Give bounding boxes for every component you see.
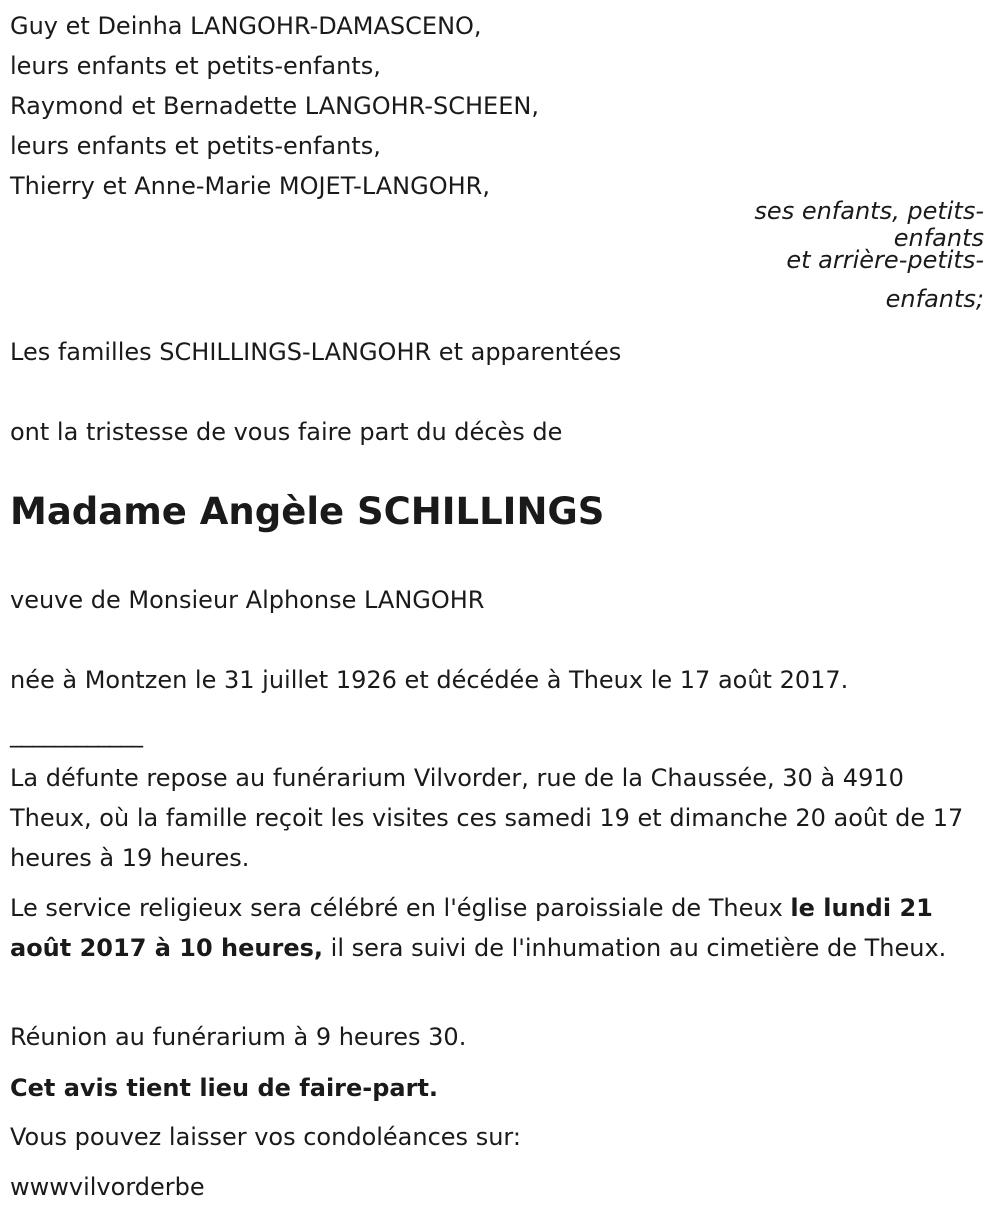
- condolences-website-link[interactable]: wwwvilvorderbe: [10, 1173, 205, 1201]
- family-line-4: leurs enfants et petits-enfants,: [10, 132, 381, 160]
- family-list: [10, 0, 992, 206]
- widow-of: veuve de Monsieur Alphonse LANGOHR: [10, 586, 485, 614]
- relationship-line-1: ses enfants, petits-: [754, 197, 984, 225]
- obituary-notice: [10, 0, 992, 1201]
- service-info: [10, 888, 985, 968]
- birth-death-dates: née à Montzen le 31 juillet 1926 et décédée à Theux le 17 août 2017.: [10, 666, 849, 694]
- notice-statement: Cet avis tient lieu de faire-part.: [10, 1074, 439, 1102]
- family-line-1: Guy et Deinha LANGOHR-DAMASCENO,: [10, 12, 482, 40]
- relationship-line-4: enfants;: [885, 285, 984, 313]
- meeting-info: Réunion au funérarium à 9 heures 30.: [10, 1023, 467, 1051]
- separator-line: ____________: [10, 720, 142, 748]
- visitation-info: La défunte repose au funérarium Vilvorder, rue de la Chaussée, 30 à 4910 Theux, où la famille reçoit les visites ces samedi 19 et dimanche 20 août de 17 heures à 19 heures.: [10, 764, 964, 872]
- relationship-block: [684, 192, 984, 318]
- service-text-before: Le service religieux sera célébré en l'église paroissiale de Theux: [10, 894, 791, 922]
- family-line-3: Raymond et Bernadette LANGOHR-SCHEEN,: [10, 92, 539, 120]
- service-text-after: il sera suivi de l'inhumation au cimetière de Theux.: [323, 934, 947, 962]
- deceased-name: Madame Angèle SCHILLINGS: [10, 490, 605, 533]
- condolences-label: Vous pouvez laisser vos condoléances sur:: [10, 1123, 521, 1151]
- relationship-line-3: et arrière-petits-: [786, 246, 984, 274]
- family-line-2: leurs enfants et petits-enfants,: [10, 52, 381, 80]
- announcement-intro: ont la tristesse de vous faire part du décès de: [10, 418, 563, 446]
- other-families: Les familles SCHILLINGS-LANGOHR et apparentées: [10, 338, 622, 366]
- family-line-5: Thierry et Anne-Marie MOJET-LANGOHR,: [10, 172, 490, 200]
- service-date-time: le lundi 21 août 2017 à 10 heures,: [10, 894, 933, 962]
- relationship-line-2: enfants: [893, 224, 984, 252]
